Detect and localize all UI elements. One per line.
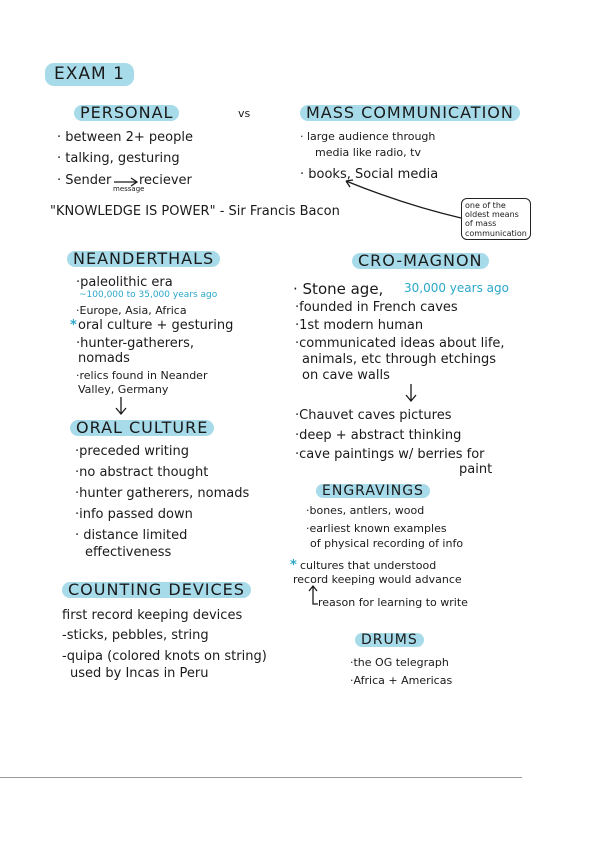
- neanderthals-heading: NEANDERTHALS: [67, 251, 220, 267]
- neanderthals-oral: oral culture + gesturing: [78, 318, 234, 333]
- oral-item-1: ·preceded writing: [75, 444, 190, 459]
- asterisk-icon: *: [70, 318, 77, 333]
- neanderthals-hunters: ·hunter-gatherers,: [76, 336, 195, 351]
- drums-item-2: ·Africa + Americas: [350, 674, 453, 687]
- drums-heading: DRUMS: [355, 633, 424, 647]
- quote: "KNOWLEDGE IS POWER" - Sir Francis Bacon: [50, 204, 340, 219]
- down-arrow-icon: [406, 384, 416, 401]
- engravings-item-2-cont: of physical recording of info: [310, 537, 464, 550]
- cro-magnon-item-6-cont: paint: [459, 462, 493, 477]
- neanderthals-relics: ·relics found in Neander: [76, 369, 208, 382]
- mass-item-1-cont: media like radio, tv: [315, 146, 421, 159]
- callout-note: one of the oldest means of mass communication: [461, 198, 531, 240]
- cro-magnon-item-6: ·cave paintings w/ berries for: [295, 447, 485, 462]
- neanderthals-relics-cont: Valley, Germany: [78, 383, 169, 396]
- oral-item-5: · distance limited: [75, 528, 188, 543]
- neanderthals-hunters-cont: nomads: [78, 351, 130, 366]
- cro-magnon-item-5: ·deep + abstract thinking: [295, 428, 462, 443]
- counting-item-2: -sticks, pebbles, string: [62, 628, 209, 643]
- asterisk-icon: *: [290, 558, 297, 573]
- mass-item-2: · books, Social media: [300, 167, 439, 182]
- engravings-heading: ENGRAVINGS: [316, 484, 430, 498]
- neanderthals-region: ·Europe, Asia, Africa: [76, 304, 187, 317]
- cro-magnon-item-3-cont2: on cave walls: [302, 368, 390, 383]
- cro-magnon-item-1: ·founded in French caves: [295, 300, 458, 315]
- oral-culture-heading: ORAL CULTURE: [70, 420, 214, 436]
- engravings-item-1: ·bones, antlers, wood: [306, 504, 425, 517]
- cro-magnon-item-3: ·communicated ideas about life,: [295, 336, 505, 351]
- counting-item-3: -quipa (colored knots on string): [62, 649, 267, 664]
- engravings-item-2: ·earliest known examples: [306, 522, 447, 535]
- counting-item-1: first record keeping devices: [62, 608, 243, 623]
- cro-magnon-stone-date: 30,000 years ago: [404, 281, 509, 295]
- counting-item-3-cont: used by Incas in Peru: [70, 666, 209, 681]
- cro-magnon-stone: · Stone age,: [293, 280, 384, 298]
- neanderthals-era: ·paleolithic era: [76, 275, 173, 290]
- personal-item-1: · between 2+ people: [57, 130, 193, 145]
- personal-heading: PERSONAL: [74, 105, 179, 121]
- cro-magnon-item-3-cont: animals, etc through etchings: [302, 352, 497, 367]
- personal-item-2: · talking, gesturing: [57, 151, 180, 166]
- message-label: message: [113, 185, 145, 193]
- mass-item-1: · large audience through: [300, 130, 436, 143]
- cultures-note-cont: record keeping would advance: [293, 573, 462, 586]
- mass-communication-heading: MASS COMMUNICATION: [300, 105, 520, 121]
- oral-item-4: ·info passed down: [75, 507, 193, 522]
- drums-item-1: ·the OG telegraph: [350, 656, 449, 669]
- cro-magnon-item-4: ·Chauvet caves pictures: [295, 408, 452, 423]
- neanderthals-era-dates: ~100,000 to 35,000 years ago: [79, 290, 218, 300]
- reason-note: reason for learning to write: [318, 596, 468, 609]
- personal-sender: · Sender: [57, 173, 112, 188]
- oral-item-3: ·hunter gatherers, nomads: [75, 486, 250, 501]
- sender-arrow-icon: [114, 178, 137, 186]
- oral-item-5-cont: effectiveness: [85, 545, 172, 560]
- cultures-note: cultures that understood: [300, 559, 437, 572]
- vs-label: vs: [238, 107, 251, 120]
- up-arrow-icon: [309, 586, 318, 604]
- oral-item-2: ·no abstract thought: [75, 465, 209, 480]
- cro-magnon-heading: CRO-MAGNON: [352, 253, 489, 269]
- personal-receiver: reciever: [139, 173, 192, 188]
- cro-magnon-item-2: ·1st modern human: [295, 318, 424, 333]
- counting-devices-heading: COUNTING DEVICES: [62, 582, 251, 598]
- page-title: EXAM 1: [45, 63, 134, 86]
- down-arrow-icon: [116, 397, 126, 414]
- callout-arrow-icon: [346, 180, 461, 218]
- footer-divider: [0, 777, 522, 778]
